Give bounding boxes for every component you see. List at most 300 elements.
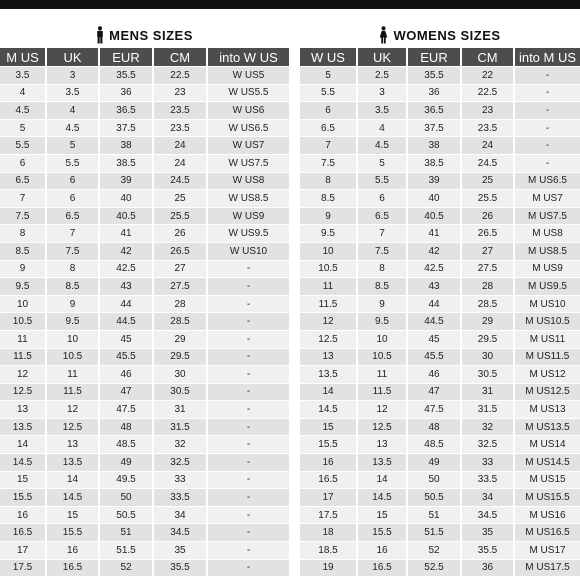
mens-table-cell: 10.5 [0,312,47,330]
womens-table-cell: 37.5 [408,119,462,137]
womens-table-cell: 6.5 [358,207,408,225]
mens-table-row [0,207,289,225]
mens-table-cell: 4.5 [47,119,100,137]
mens-table-cell: - [208,260,289,278]
womens-table-cell: 18.5 [300,541,358,559]
mens-table-cell: 49.5 [100,471,154,489]
womens-header-cell: W US [300,48,358,66]
womens-table-cell: 45 [408,330,462,348]
womens-header-cell: EUR [408,48,462,66]
womens-table-cell: 26.5 [462,224,515,242]
womens-table-cell: 6.5 [300,119,358,137]
mens-table-cell: 5.5 [0,136,47,154]
mens-table-cell: 12 [0,365,47,383]
womens-table-cell: 11 [300,277,358,295]
mens-table-cell: W US6.5 [208,119,289,137]
mens-table-cell: 12.5 [47,418,100,436]
womens-table-cell: 16.5 [300,471,358,489]
womens-table-row [300,418,580,436]
womens-table-cell: M US16.5 [515,523,580,541]
womens-table-cell: 15 [300,418,358,436]
womens-table-cell: 31.5 [462,400,515,418]
mens-table-cell: 10 [47,330,100,348]
mens-table-cell: 8.5 [0,242,47,260]
mens-table-row [0,400,289,418]
womens-table-cell: 10 [358,330,408,348]
womens-table-row [300,277,580,295]
mens-table-cell: 17.5 [0,559,47,577]
womens-table-cell: 34 [462,488,515,506]
mens-table-cell: 31.5 [154,418,208,436]
mens-table-cell: 34.5 [154,523,208,541]
womens-table-cell: 49 [408,453,462,471]
mens-table-cell: W US8 [208,172,289,190]
womens-table-cell: 35 [462,523,515,541]
mens-table-cell: 12 [47,400,100,418]
womens-table-row [300,523,580,541]
mens-table-cell: 30 [154,365,208,383]
mens-table-cell: 4.5 [0,101,47,119]
womens-table-cell: 32.5 [462,435,515,453]
womens-table-cell: M US14 [515,435,580,453]
womens-title-text: WOMENS SIZES [393,27,501,43]
mens-table-cell: - [208,312,289,330]
womens-table-cell: 47.5 [408,400,462,418]
womens-table-cell: 52 [408,541,462,559]
mens-table-row [0,506,289,524]
womens-table-cell: - [515,84,580,102]
mens-table-cell: W US10 [208,242,289,260]
mens-table-row [0,224,289,242]
mens-table-cell: W US8.5 [208,189,289,207]
womens-table-cell: 23.5 [462,119,515,137]
mens-table-cell: 3.5 [47,84,100,102]
womens-table-cell: 14 [300,383,358,401]
womens-table-cell: 6 [358,189,408,207]
womens-table-cell: 46 [408,365,462,383]
mens-table-cell: 36 [100,84,154,102]
womens-table-cell: 16 [300,453,358,471]
womens-table-row [300,295,580,313]
womens-table-cell: 27 [462,242,515,260]
womens-table-cell: 12 [358,400,408,418]
womens-table-row [300,66,580,84]
mens-table-row [0,312,289,330]
mens-table-cell: 11 [47,365,100,383]
mens-table-cell: 46 [100,365,154,383]
mens-table-cell: 13 [0,400,47,418]
womens-table-cell: 39 [408,172,462,190]
mens-table-cell: - [208,471,289,489]
mens-table-cell: - [208,348,289,366]
mens-sizes-title [0,22,289,48]
womens-table-cell: 9 [358,295,408,313]
womens-header-cell: into M US [515,48,580,66]
womens-table-cell: 47 [408,383,462,401]
womens-table-cell: 30.5 [462,365,515,383]
womens-table-cell: 40.5 [408,207,462,225]
womens-table-row [300,312,580,330]
womens-table-cell: 36.5 [408,101,462,119]
womens-table-cell: 9.5 [358,312,408,330]
mens-table-cell: 47 [100,383,154,401]
womens-table-cell: 15 [358,506,408,524]
womens-table-cell: 42.5 [408,260,462,278]
mens-table-cell: - [208,488,289,506]
womens-table-row [300,383,580,401]
mens-table-cell: 17 [0,541,47,559]
womens-table-cell: - [515,119,580,137]
mens-table-cell: W US5 [208,66,289,84]
womens-sizes-panel [300,22,580,576]
womens-table-cell: 15.5 [358,523,408,541]
womens-table-cell: 14.5 [300,400,358,418]
womens-table-cell: M US9.5 [515,277,580,295]
womens-table-cell: 2.5 [358,66,408,84]
mens-table-cell: 16.5 [47,559,100,577]
mens-table-cell: - [208,330,289,348]
mens-table-cell: - [208,295,289,313]
womens-table-cell: M US10 [515,295,580,313]
mens-table-cell: 39 [100,172,154,190]
mens-table-cell: - [208,365,289,383]
womens-table-cell: 45.5 [408,348,462,366]
womens-table-cell: 10 [300,242,358,260]
mens-table-cell: 45.5 [100,348,154,366]
mens-table-cell: 24 [154,154,208,172]
womens-table-cell: 4 [358,119,408,137]
womens-table-row [300,330,580,348]
womens-table-cell: 8 [358,260,408,278]
top-bar [0,0,580,9]
womens-table-cell: 42 [408,242,462,260]
mens-table-row [0,84,289,102]
mens-table-row [0,559,289,577]
mens-table-cell: - [208,400,289,418]
womens-table-cell: 51.5 [408,523,462,541]
womens-table-cell: 4.5 [358,136,408,154]
mens-table-cell: W US9 [208,207,289,225]
womens-table-cell: 8.5 [358,277,408,295]
womens-table-cell: 40 [408,189,462,207]
mens-table-row [0,242,289,260]
mens-table-cell: 30.5 [154,383,208,401]
mens-table-cell: 43 [100,277,154,295]
mens-table-cell: 4 [47,101,100,119]
mens-table-cell: 7 [47,224,100,242]
mens-table-cell: 7.5 [0,207,47,225]
womens-table-row [300,453,580,471]
womens-table-row [300,471,580,489]
mens-table-row [0,101,289,119]
mens-table-row [0,136,289,154]
mens-table-cell: 50.5 [100,506,154,524]
mens-table-cell: 48 [100,418,154,436]
mens-table-row [0,277,289,295]
mens-table-cell: 40.5 [100,207,154,225]
mens-table-cell: 29 [154,330,208,348]
mens-table-cell: - [208,435,289,453]
mens-table-cell: 27.5 [154,277,208,295]
mens-table-row [0,488,289,506]
womens-table-row [300,101,580,119]
mens-table-cell: 13 [47,435,100,453]
womens-table-cell: 44.5 [408,312,462,330]
mens-table-cell: - [208,541,289,559]
woman-icon [379,26,388,44]
mens-table-cell: W US5.5 [208,84,289,102]
mens-table-cell: 9 [47,295,100,313]
womens-table-cell: M US16 [515,506,580,524]
mens-table-row [0,260,289,278]
mens-table-row [0,541,289,559]
mens-table-cell: W US9.5 [208,224,289,242]
womens-table-row [300,559,580,577]
womens-table-row [300,84,580,102]
mens-table-cell: 40 [100,189,154,207]
womens-table-cell: 34.5 [462,506,515,524]
womens-table-cell: 16 [358,541,408,559]
mens-table-cell: 13.5 [47,453,100,471]
womens-table-cell: 12.5 [300,330,358,348]
womens-table-cell: 36 [408,84,462,102]
mens-table-cell: 41 [100,224,154,242]
mens-table-cell: 44 [100,295,154,313]
mens-table-cell: 11.5 [47,383,100,401]
womens-table-row [300,506,580,524]
womens-table-cell: 35.5 [462,541,515,559]
mens-table-cell: 6 [47,172,100,190]
womens-table-cell: 8.5 [300,189,358,207]
womens-table-cell: 11.5 [358,383,408,401]
mens-table-cell: 38.5 [100,154,154,172]
mens-table-cell: 15.5 [0,488,47,506]
womens-table-row [300,348,580,366]
mens-table-cell: 45 [100,330,154,348]
womens-table-cell: 29 [462,312,515,330]
womens-table-cell: M US6.5 [515,172,580,190]
mens-table-row [0,295,289,313]
mens-table-cell: 5 [0,119,47,137]
womens-table-cell: 5 [358,154,408,172]
mens-table-row [0,172,289,190]
mens-table-cell: 28.5 [154,312,208,330]
mens-table-cell: 32 [154,435,208,453]
mens-table-cell: 15 [47,506,100,524]
womens-table-row [300,224,580,242]
womens-header-cell: UK [358,48,408,66]
womens-table-cell: 15.5 [300,435,358,453]
mens-table-cell: 16 [47,541,100,559]
womens-table-row [300,435,580,453]
womens-table-cell: 3.5 [358,101,408,119]
womens-table-cell: 13.5 [300,365,358,383]
mens-table-cell: 42.5 [100,260,154,278]
womens-table-cell: 23 [462,101,515,119]
womens-table-cell: M US8.5 [515,242,580,260]
womens-table-row [300,189,580,207]
womens-table-cell: 13 [300,348,358,366]
mens-table-cell: 11.5 [0,348,47,366]
mens-table-cell: 5 [47,136,100,154]
mens-table-cell: 16 [0,506,47,524]
womens-table-cell: 5 [300,66,358,84]
womens-table-cell: 16.5 [358,559,408,577]
mens-table-cell: 7.5 [47,242,100,260]
womens-table-row [300,207,580,225]
womens-table-cell: 5.5 [300,84,358,102]
womens-table-row [300,260,580,278]
mens-table-cell: 34 [154,506,208,524]
mens-table-cell: 47.5 [100,400,154,418]
womens-table-cell: 14.5 [358,488,408,506]
mens-table-cell: 15.5 [47,523,100,541]
mens-table-cell: 5.5 [47,154,100,172]
womens-table-cell: M US8 [515,224,580,242]
womens-table-cell: 12.5 [358,418,408,436]
womens-table-cell: 10.5 [300,260,358,278]
mens-table-row [0,330,289,348]
mens-table-cell: 23.5 [154,119,208,137]
womens-table-cell: 22 [462,66,515,84]
mens-table-row [0,383,289,401]
womens-table-cell: - [515,136,580,154]
mens-table-cell: 11 [0,330,47,348]
mens-table-cell: - [208,559,289,577]
womens-table-row [300,136,580,154]
womens-table-cell: 33.5 [462,471,515,489]
mens-table-row [0,523,289,541]
womens-table-cell: 25 [462,172,515,190]
mens-table-row [0,365,289,383]
womens-header-cell: CM [462,48,515,66]
mens-table-cell: 31 [154,400,208,418]
womens-table-cell: M US10.5 [515,312,580,330]
womens-table-cell: 22.5 [462,84,515,102]
womens-table-cell: 13.5 [358,453,408,471]
womens-table-cell: 10.5 [358,348,408,366]
mens-table-cell: 35.5 [154,559,208,577]
mens-table-cell: 22.5 [154,66,208,84]
womens-table-cell: - [515,101,580,119]
mens-table-cell: 25 [154,189,208,207]
mens-table-cell: 29.5 [154,348,208,366]
womens-table-cell: 14 [358,471,408,489]
womens-table-cell: M US13.5 [515,418,580,436]
womens-table-cell: M US11.5 [515,348,580,366]
mens-table-row [0,453,289,471]
womens-table-cell: 7 [300,136,358,154]
mens-table-cell: 6.5 [47,207,100,225]
womens-table-cell: 7.5 [358,242,408,260]
womens-table-cell: M US7 [515,189,580,207]
womens-table-cell: M US11 [515,330,580,348]
womens-table-cell: 35.5 [408,66,462,84]
womens-table-cell: 50 [408,471,462,489]
womens-table-cell: 32 [462,418,515,436]
mens-table-cell: 36.5 [100,101,154,119]
mens-table-row [0,348,289,366]
mens-table-cell: 15 [0,471,47,489]
mens-table-cell: 8.5 [47,277,100,295]
mens-table-cell: 44.5 [100,312,154,330]
mens-table-cell: 33 [154,471,208,489]
womens-table-cell: 29.5 [462,330,515,348]
womens-table-cell: M US17.5 [515,559,580,577]
mens-table-cell: 51 [100,523,154,541]
womens-table-cell: M US15 [515,471,580,489]
mens-header-cell: EUR [100,48,154,66]
womens-table-cell: 5.5 [358,172,408,190]
mens-table-cell: - [208,453,289,471]
mens-table-cell: 7 [0,189,47,207]
womens-table-cell: - [515,154,580,172]
mens-table-cell: 3.5 [0,66,47,84]
mens-table-cell: 14 [0,435,47,453]
mens-table-cell: - [208,506,289,524]
womens-table-cell: 43 [408,277,462,295]
mens-header-cell: M US [0,48,47,66]
mens-table-cell: 24 [154,136,208,154]
mens-table-cell: 14.5 [47,488,100,506]
mens-table-cell: - [208,418,289,436]
mens-table-cell: 28 [154,295,208,313]
mens-table-row [0,119,289,137]
mens-table-cell: 6 [0,154,47,172]
womens-table-cell: 48.5 [408,435,462,453]
womens-table-cell: 25.5 [462,189,515,207]
mens-table-cell: 3 [47,66,100,84]
mens-size-table [0,48,289,576]
womens-table-cell: 11 [358,365,408,383]
mens-table-row [0,154,289,172]
mens-sizes-panel [0,22,289,576]
womens-table-cell: 33 [462,453,515,471]
womens-table-cell: 28.5 [462,295,515,313]
womens-table-row [300,400,580,418]
womens-sizes-title [300,22,580,48]
womens-table-cell: 17.5 [300,506,358,524]
womens-table-cell: 31 [462,383,515,401]
mens-table-cell: 52 [100,559,154,577]
man-icon [96,26,104,44]
mens-table-cell: 8 [0,224,47,242]
womens-table-row [300,242,580,260]
womens-table-cell: 36 [462,559,515,577]
mens-table-cell: 49 [100,453,154,471]
mens-table-cell: 25.5 [154,207,208,225]
mens-table-cell: 8 [47,260,100,278]
mens-table-cell: 48.5 [100,435,154,453]
mens-table-cell: 14 [47,471,100,489]
womens-table-cell: 38 [408,136,462,154]
mens-table-cell: 12.5 [0,383,47,401]
womens-table-cell: 6 [300,101,358,119]
womens-table-cell: 30 [462,348,515,366]
womens-table-cell: 18 [300,523,358,541]
womens-size-table [300,48,580,576]
mens-table-cell: 24.5 [154,172,208,190]
womens-table-cell: 27.5 [462,260,515,278]
womens-table-cell: M US12 [515,365,580,383]
womens-table-cell: 13 [358,435,408,453]
mens-table-cell: 4 [0,84,47,102]
womens-table-cell: 8 [300,172,358,190]
mens-table-cell: - [208,277,289,295]
mens-table-cell: 35 [154,541,208,559]
womens-table-cell: 24 [462,136,515,154]
mens-table-row [0,189,289,207]
